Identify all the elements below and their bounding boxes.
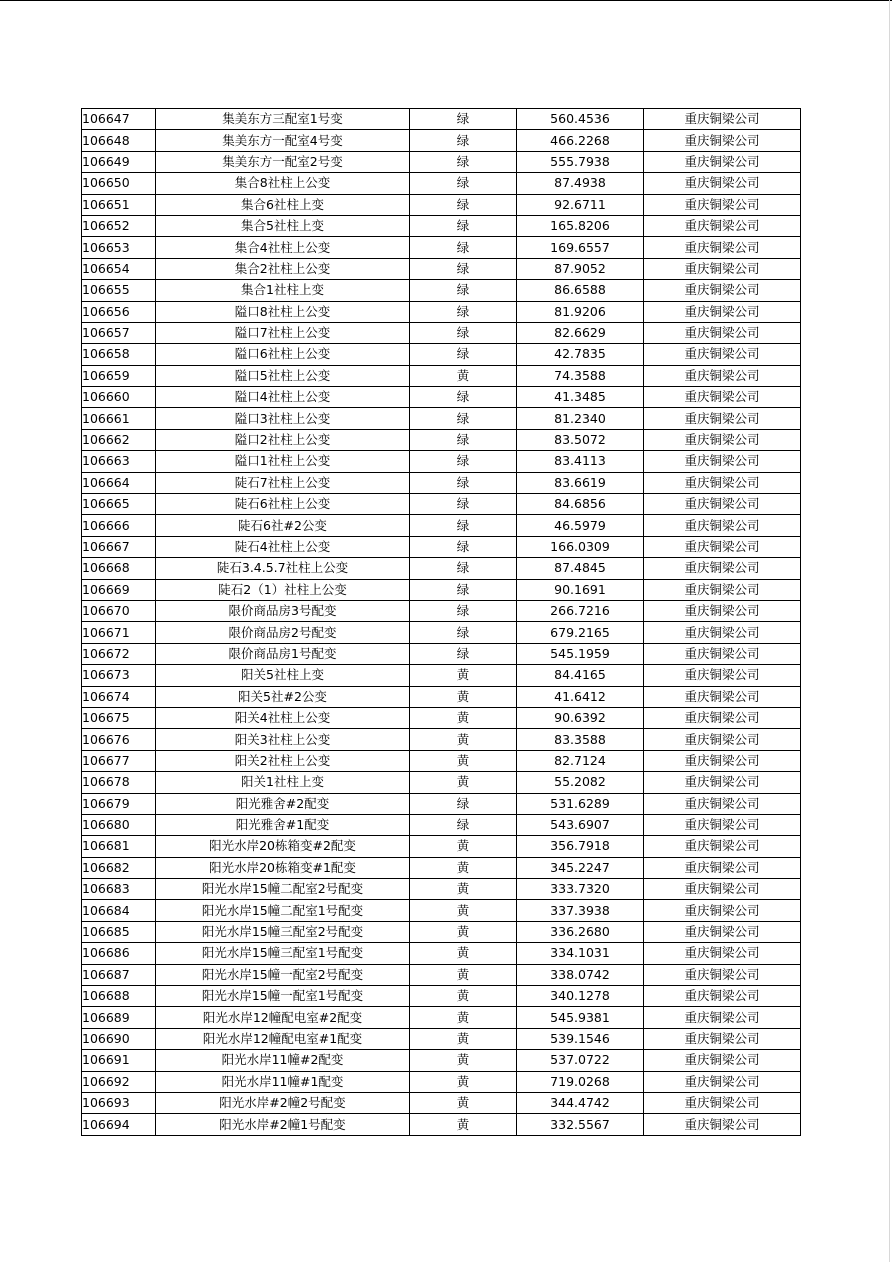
cell-id: 106653 — [82, 237, 156, 258]
cell-company: 重庆铜梁公司 — [644, 857, 801, 878]
table-row — [82, 1114, 801, 1135]
table-row — [82, 921, 801, 942]
table-row — [82, 215, 801, 236]
cell-company: 重庆铜梁公司 — [644, 1114, 801, 1135]
cell-id: 106649 — [82, 151, 156, 172]
cell-id: 106657 — [82, 322, 156, 343]
cell-value: 266.7216 — [517, 600, 644, 621]
table-row — [82, 494, 801, 515]
cell-value: 92.6711 — [517, 194, 644, 215]
page-top-border — [0, 0, 892, 1]
cell-value: 81.9206 — [517, 301, 644, 322]
table-row — [82, 1092, 801, 1113]
cell-company: 重庆铜梁公司 — [644, 986, 801, 1007]
cell-status-color: 黄 — [410, 964, 517, 985]
cell-name: 陡石2（1）社柱上公变 — [156, 579, 410, 600]
cell-company: 重庆铜梁公司 — [644, 879, 801, 900]
cell-company: 重庆铜梁公司 — [644, 686, 801, 707]
cell-id: 106654 — [82, 258, 156, 279]
cell-company: 重庆铜梁公司 — [644, 707, 801, 728]
table-row — [82, 814, 801, 835]
cell-name: 阳光水岸15幢三配室1号配变 — [156, 943, 410, 964]
cell-value: 41.3485 — [517, 387, 644, 408]
cell-status-color: 绿 — [410, 429, 517, 450]
cell-name: 集美东方一配室4号变 — [156, 130, 410, 151]
cell-id: 106688 — [82, 986, 156, 1007]
table-row — [82, 1007, 801, 1028]
cell-name: 隘口5社柱上公变 — [156, 365, 410, 386]
cell-value: 46.5979 — [517, 515, 644, 536]
cell-status-color: 黄 — [410, 1114, 517, 1135]
cell-value: 87.4845 — [517, 558, 644, 579]
cell-company: 重庆铜梁公司 — [644, 151, 801, 172]
cell-company: 重庆铜梁公司 — [644, 579, 801, 600]
cell-value: 87.4938 — [517, 173, 644, 194]
cell-name: 阳光水岸20栋箱变#2配变 — [156, 836, 410, 857]
cell-value: 338.0742 — [517, 964, 644, 985]
cell-value: 55.2082 — [517, 772, 644, 793]
cell-status-color: 绿 — [410, 258, 517, 279]
cell-status-color: 绿 — [410, 215, 517, 236]
cell-company: 重庆铜梁公司 — [644, 280, 801, 301]
cell-name: 隘口2社柱上公变 — [156, 429, 410, 450]
cell-company: 重庆铜梁公司 — [644, 665, 801, 686]
cell-company: 重庆铜梁公司 — [644, 964, 801, 985]
table-row — [82, 600, 801, 621]
cell-id: 106680 — [82, 814, 156, 835]
cell-name: 阳光水岸15幢二配室1号配变 — [156, 900, 410, 921]
cell-name: 阳关1社柱上变 — [156, 772, 410, 793]
cell-status-color: 绿 — [410, 515, 517, 536]
cell-status-color: 黄 — [410, 772, 517, 793]
cell-id: 106670 — [82, 600, 156, 621]
page-right-edge — [889, 0, 890, 1262]
cell-status-color: 黄 — [410, 1028, 517, 1049]
cell-value: 539.1546 — [517, 1028, 644, 1049]
cell-company: 重庆铜梁公司 — [644, 772, 801, 793]
table-row — [82, 536, 801, 557]
cell-id: 106678 — [82, 772, 156, 793]
cell-status-color: 黄 — [410, 707, 517, 728]
cell-id: 106685 — [82, 921, 156, 942]
cell-value: 84.4165 — [517, 665, 644, 686]
cell-name: 隘口7社柱上公变 — [156, 322, 410, 343]
cell-id: 106671 — [82, 622, 156, 643]
cell-value: 84.6856 — [517, 494, 644, 515]
cell-id: 106692 — [82, 1071, 156, 1092]
table-row — [82, 1028, 801, 1049]
cell-value: 83.3588 — [517, 729, 644, 750]
cell-value: 332.5567 — [517, 1114, 644, 1135]
cell-value: 466.2268 — [517, 130, 644, 151]
cell-company: 重庆铜梁公司 — [644, 130, 801, 151]
table-row — [82, 258, 801, 279]
cell-name: 陡石4社柱上公变 — [156, 536, 410, 557]
table-row — [82, 836, 801, 857]
table-row — [82, 729, 801, 750]
cell-id: 106669 — [82, 579, 156, 600]
table-row — [82, 1050, 801, 1071]
cell-status-color: 绿 — [410, 451, 517, 472]
cell-company: 重庆铜梁公司 — [644, 408, 801, 429]
cell-name: 隘口8社柱上公变 — [156, 301, 410, 322]
cell-value: 537.0722 — [517, 1050, 644, 1071]
cell-id: 106674 — [82, 686, 156, 707]
cell-id: 106684 — [82, 900, 156, 921]
cell-status-color: 绿 — [410, 622, 517, 643]
cell-status-color: 黄 — [410, 857, 517, 878]
table-row — [82, 772, 801, 793]
table-row — [82, 515, 801, 536]
table-row — [82, 793, 801, 814]
cell-status-color: 绿 — [410, 109, 517, 130]
table-row — [82, 280, 801, 301]
cell-name: 隘口4社柱上公变 — [156, 387, 410, 408]
cell-id: 106694 — [82, 1114, 156, 1135]
cell-company: 重庆铜梁公司 — [644, 344, 801, 365]
cell-status-color: 黄 — [410, 943, 517, 964]
table-row — [82, 686, 801, 707]
cell-status-color: 黄 — [410, 986, 517, 1007]
table-row — [82, 194, 801, 215]
cell-name: 阳光水岸11幢#1配变 — [156, 1071, 410, 1092]
cell-status-color: 黄 — [410, 686, 517, 707]
cell-status-color: 黄 — [410, 900, 517, 921]
cell-value: 356.7918 — [517, 836, 644, 857]
cell-value: 81.2340 — [517, 408, 644, 429]
cell-status-color: 绿 — [410, 130, 517, 151]
cell-name: 限价商品房1号配变 — [156, 643, 410, 664]
cell-status-color: 绿 — [410, 151, 517, 172]
cell-status-color: 绿 — [410, 793, 517, 814]
cell-status-color: 绿 — [410, 301, 517, 322]
cell-company: 重庆铜梁公司 — [644, 322, 801, 343]
cell-value: 82.7124 — [517, 750, 644, 771]
table-row — [82, 964, 801, 985]
cell-company: 重庆铜梁公司 — [644, 600, 801, 621]
cell-name: 阳光水岸12幢配电室#2配变 — [156, 1007, 410, 1028]
cell-company: 重庆铜梁公司 — [644, 1050, 801, 1071]
cell-company: 重庆铜梁公司 — [644, 643, 801, 664]
cell-id: 106679 — [82, 793, 156, 814]
cell-id: 106650 — [82, 173, 156, 194]
cell-name: 隘口6社柱上公变 — [156, 344, 410, 365]
cell-status-color: 黄 — [410, 729, 517, 750]
cell-name: 集合1社柱上变 — [156, 280, 410, 301]
cell-name: 限价商品房3号配变 — [156, 600, 410, 621]
cell-name: 阳关4社柱上公变 — [156, 707, 410, 728]
cell-value: 169.6557 — [517, 237, 644, 258]
cell-value: 719.0268 — [517, 1071, 644, 1092]
cell-status-color: 黄 — [410, 836, 517, 857]
cell-id: 106693 — [82, 1092, 156, 1113]
cell-company: 重庆铜梁公司 — [644, 472, 801, 493]
table-row — [82, 986, 801, 1007]
cell-value: 543.6907 — [517, 814, 644, 835]
cell-name: 隘口1社柱上公变 — [156, 451, 410, 472]
cell-value: 83.6619 — [517, 472, 644, 493]
cell-name: 阳光水岸11幢#2配变 — [156, 1050, 410, 1071]
table-row — [82, 472, 801, 493]
cell-name: 阳关3社柱上公变 — [156, 729, 410, 750]
cell-id: 106664 — [82, 472, 156, 493]
cell-status-color: 绿 — [410, 237, 517, 258]
cell-name: 阳光水岸15幢二配室2号配变 — [156, 879, 410, 900]
cell-status-color: 黄 — [410, 1050, 517, 1071]
cell-name: 阳光水岸12幢配电室#1配变 — [156, 1028, 410, 1049]
table-row — [82, 429, 801, 450]
table-row — [82, 451, 801, 472]
cell-status-color: 黄 — [410, 365, 517, 386]
table-row — [82, 643, 801, 664]
cell-company: 重庆铜梁公司 — [644, 750, 801, 771]
cell-id: 106665 — [82, 494, 156, 515]
cell-status-color: 绿 — [410, 344, 517, 365]
cell-status-color: 绿 — [410, 472, 517, 493]
cell-status-color: 黄 — [410, 1071, 517, 1092]
table-row — [82, 943, 801, 964]
cell-id: 106660 — [82, 387, 156, 408]
cell-company: 重庆铜梁公司 — [644, 1092, 801, 1113]
cell-company: 重庆铜梁公司 — [644, 237, 801, 258]
cell-id: 106673 — [82, 665, 156, 686]
cell-name: 集合5社柱上变 — [156, 215, 410, 236]
cell-id: 106658 — [82, 344, 156, 365]
cell-name: 阳关2社柱上公变 — [156, 750, 410, 771]
cell-company: 重庆铜梁公司 — [644, 793, 801, 814]
table-row — [82, 109, 801, 130]
cell-company: 重庆铜梁公司 — [644, 387, 801, 408]
cell-name: 集美东方一配室2号变 — [156, 151, 410, 172]
cell-value: 90.1691 — [517, 579, 644, 600]
cell-company: 重庆铜梁公司 — [644, 622, 801, 643]
cell-status-color: 绿 — [410, 643, 517, 664]
cell-name: 陡石6社#2公变 — [156, 515, 410, 536]
cell-name: 集合8社柱上公变 — [156, 173, 410, 194]
cell-company: 重庆铜梁公司 — [644, 536, 801, 557]
cell-company: 重庆铜梁公司 — [644, 429, 801, 450]
cell-id: 106687 — [82, 964, 156, 985]
cell-value: 336.2680 — [517, 921, 644, 942]
cell-name: 陡石6社柱上公变 — [156, 494, 410, 515]
cell-id: 106686 — [82, 943, 156, 964]
cell-status-color: 黄 — [410, 1092, 517, 1113]
cell-status-color: 黄 — [410, 750, 517, 771]
cell-name: 阳光水岸#2幢1号配变 — [156, 1114, 410, 1135]
cell-id: 106682 — [82, 857, 156, 878]
table-row — [82, 387, 801, 408]
cell-id: 106648 — [82, 130, 156, 151]
cell-value: 87.9052 — [517, 258, 644, 279]
cell-id: 106666 — [82, 515, 156, 536]
table-row — [82, 130, 801, 151]
cell-name: 阳光水岸20栋箱变#1配变 — [156, 857, 410, 878]
cell-id: 106675 — [82, 707, 156, 728]
cell-id: 106683 — [82, 879, 156, 900]
cell-value: 90.6392 — [517, 707, 644, 728]
table-row — [82, 365, 801, 386]
cell-name: 陡石3.4.5.7社柱上公变 — [156, 558, 410, 579]
cell-value: 679.2165 — [517, 622, 644, 643]
cell-name: 集合4社柱上公变 — [156, 237, 410, 258]
cell-id: 106647 — [82, 109, 156, 130]
cell-name: 集合2社柱上公变 — [156, 258, 410, 279]
cell-value: 41.6412 — [517, 686, 644, 707]
cell-company: 重庆铜梁公司 — [644, 109, 801, 130]
table-body — [82, 109, 801, 1136]
cell-value: 345.2247 — [517, 857, 644, 878]
cell-value: 74.3588 — [517, 365, 644, 386]
cell-name: 阳关5社柱上变 — [156, 665, 410, 686]
cell-name: 阳光水岸15幢一配室1号配变 — [156, 986, 410, 1007]
cell-value: 340.1278 — [517, 986, 644, 1007]
cell-company: 重庆铜梁公司 — [644, 451, 801, 472]
cell-value: 545.9381 — [517, 1007, 644, 1028]
cell-value: 531.6289 — [517, 793, 644, 814]
cell-status-color: 黄 — [410, 1007, 517, 1028]
cell-value: 165.8206 — [517, 215, 644, 236]
cell-company: 重庆铜梁公司 — [644, 900, 801, 921]
table-row — [82, 707, 801, 728]
cell-company: 重庆铜梁公司 — [644, 1071, 801, 1092]
cell-company: 重庆铜梁公司 — [644, 494, 801, 515]
cell-id: 106676 — [82, 729, 156, 750]
cell-id: 106691 — [82, 1050, 156, 1071]
cell-id: 106663 — [82, 451, 156, 472]
cell-name: 阳光水岸15幢三配室2号配变 — [156, 921, 410, 942]
cell-company: 重庆铜梁公司 — [644, 1028, 801, 1049]
cell-status-color: 绿 — [410, 322, 517, 343]
cell-company: 重庆铜梁公司 — [644, 558, 801, 579]
cell-status-color: 绿 — [410, 814, 517, 835]
cell-value: 344.4742 — [517, 1092, 644, 1113]
cell-company: 重庆铜梁公司 — [644, 943, 801, 964]
cell-id: 106667 — [82, 536, 156, 557]
cell-company: 重庆铜梁公司 — [644, 729, 801, 750]
cell-id: 106668 — [82, 558, 156, 579]
table-row — [82, 622, 801, 643]
cell-value: 83.4113 — [517, 451, 644, 472]
cell-value: 555.7938 — [517, 151, 644, 172]
cell-status-color: 绿 — [410, 387, 517, 408]
cell-name: 阳光水岸#2幢2号配变 — [156, 1092, 410, 1113]
table-row — [82, 579, 801, 600]
cell-company: 重庆铜梁公司 — [644, 258, 801, 279]
cell-company: 重庆铜梁公司 — [644, 365, 801, 386]
cell-status-color: 绿 — [410, 194, 517, 215]
cell-status-color: 黄 — [410, 665, 517, 686]
cell-company: 重庆铜梁公司 — [644, 194, 801, 215]
cell-id: 106652 — [82, 215, 156, 236]
table-row — [82, 1071, 801, 1092]
cell-status-color: 绿 — [410, 536, 517, 557]
cell-status-color: 绿 — [410, 600, 517, 621]
cell-status-color: 绿 — [410, 173, 517, 194]
cell-company: 重庆铜梁公司 — [644, 921, 801, 942]
table-row — [82, 344, 801, 365]
cell-name: 集美东方三配室1号变 — [156, 109, 410, 130]
table-row — [82, 173, 801, 194]
table-row — [82, 558, 801, 579]
cell-value: 82.6629 — [517, 322, 644, 343]
table-row — [82, 879, 801, 900]
table-row — [82, 322, 801, 343]
cell-company: 重庆铜梁公司 — [644, 1007, 801, 1028]
cell-id: 106661 — [82, 408, 156, 429]
cell-status-color: 黄 — [410, 921, 517, 942]
cell-id: 106689 — [82, 1007, 156, 1028]
cell-company: 重庆铜梁公司 — [644, 814, 801, 835]
cell-id: 106659 — [82, 365, 156, 386]
cell-name: 阳光雅舍#2配变 — [156, 793, 410, 814]
table-row — [82, 750, 801, 771]
table-row — [82, 857, 801, 878]
cell-name: 陡石7社柱上公变 — [156, 472, 410, 493]
cell-value: 333.7320 — [517, 879, 644, 900]
cell-value: 560.4536 — [517, 109, 644, 130]
transformer-table — [81, 108, 801, 1136]
table-row — [82, 408, 801, 429]
table-row — [82, 301, 801, 322]
cell-value: 42.7835 — [517, 344, 644, 365]
cell-name: 阳光雅舍#1配变 — [156, 814, 410, 835]
table-row — [82, 151, 801, 172]
cell-value: 334.1031 — [517, 943, 644, 964]
table-row — [82, 237, 801, 258]
cell-id: 106677 — [82, 750, 156, 771]
cell-name: 隘口3社柱上公变 — [156, 408, 410, 429]
cell-company: 重庆铜梁公司 — [644, 173, 801, 194]
cell-id: 106690 — [82, 1028, 156, 1049]
table-row — [82, 900, 801, 921]
cell-id: 106662 — [82, 429, 156, 450]
cell-value: 86.6588 — [517, 280, 644, 301]
cell-id: 106655 — [82, 280, 156, 301]
cell-status-color: 绿 — [410, 408, 517, 429]
cell-id: 106681 — [82, 836, 156, 857]
cell-company: 重庆铜梁公司 — [644, 215, 801, 236]
cell-name: 集合6社柱上变 — [156, 194, 410, 215]
cell-company: 重庆铜梁公司 — [644, 836, 801, 857]
cell-id: 106651 — [82, 194, 156, 215]
table-row — [82, 665, 801, 686]
cell-value: 166.0309 — [517, 536, 644, 557]
cell-company: 重庆铜梁公司 — [644, 301, 801, 322]
cell-company: 重庆铜梁公司 — [644, 515, 801, 536]
cell-id: 106672 — [82, 643, 156, 664]
cell-value: 545.1959 — [517, 643, 644, 664]
cell-id: 106656 — [82, 301, 156, 322]
cell-name: 阳光水岸15幢一配室2号配变 — [156, 964, 410, 985]
cell-status-color: 黄 — [410, 879, 517, 900]
cell-name: 限价商品房2号配变 — [156, 622, 410, 643]
cell-status-color: 绿 — [410, 579, 517, 600]
cell-value: 337.3938 — [517, 900, 644, 921]
cell-status-color: 绿 — [410, 558, 517, 579]
cell-status-color: 绿 — [410, 494, 517, 515]
cell-value: 83.5072 — [517, 429, 644, 450]
cell-name: 阳关5社#2公变 — [156, 686, 410, 707]
cell-status-color: 绿 — [410, 280, 517, 301]
